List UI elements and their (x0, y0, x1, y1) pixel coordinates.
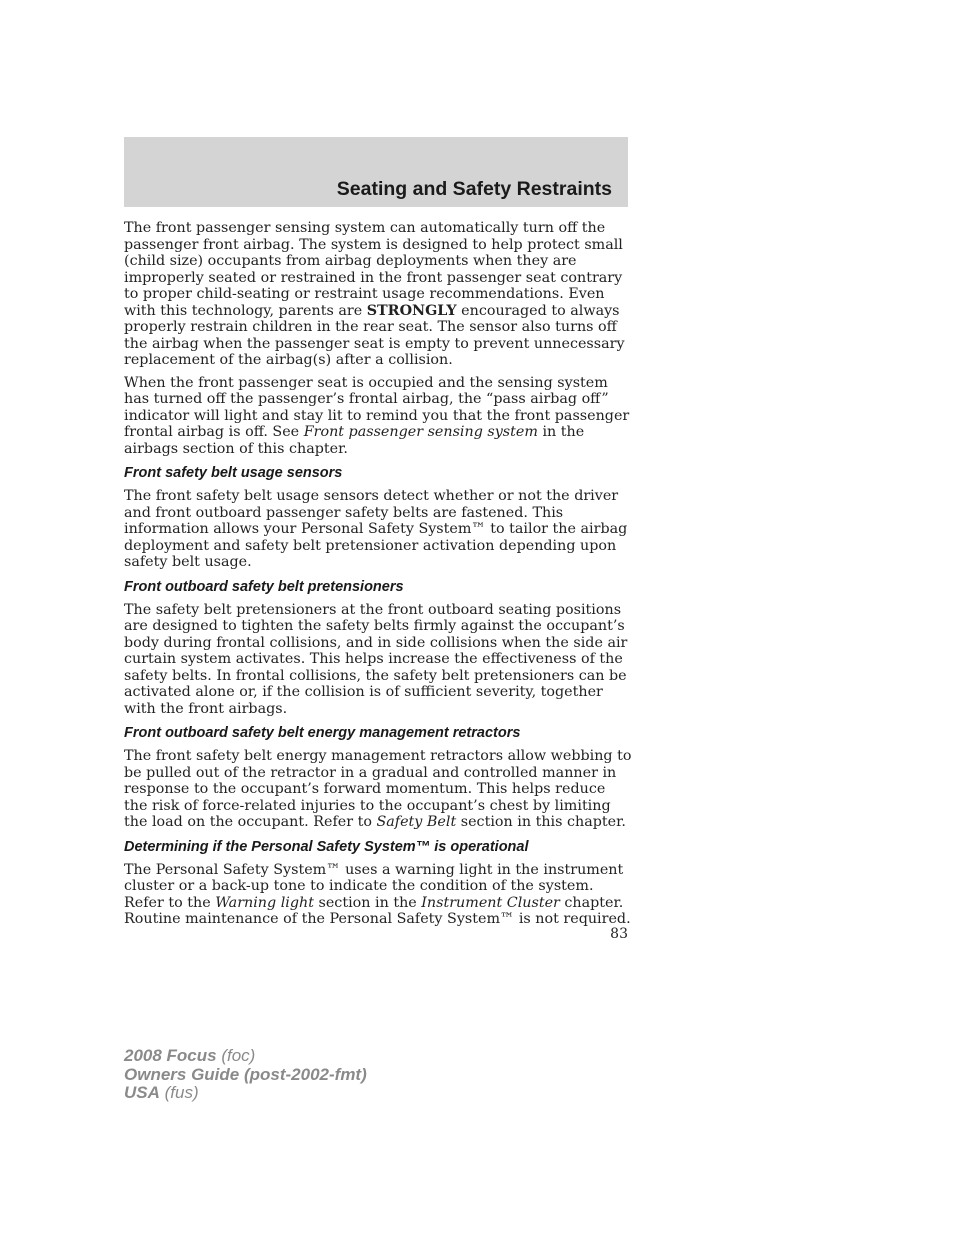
cross-reference: Instrument Cluster (421, 894, 560, 911)
subheading-operational: Determining if the Personal Safety System™ is operational (124, 838, 529, 855)
subheading-retractors: Front outboard safety belt energy management retractors (124, 725, 521, 741)
page-content (124, 220, 632, 934)
cross-reference: Warning light (215, 894, 314, 911)
footer-model-line: 2008 Focus (foc) (124, 1046, 256, 1065)
paragraph-usage-sensors: The front safety belt usage sensors detect whether or not the driver and front outboard passenger safety belts are fastened. This information allows your Personal Safety System™ to tailor the airbag deployment and safety belt pretensioner activation depending upon safety belt usage. (124, 488, 628, 570)
paragraph-pass-airbag-off: When the front passenger seat is occupied and the sensing system has turned off the passenger’s frontal airbag, the “pass airbag off” indicator will light and stay lit to remind you that the front passenger frontal airbag is off. See Front passenger sensing system in the airbags section of this chapter. (124, 374, 630, 457)
subheading-usage-sensors: Front safety belt usage sensors (124, 465, 343, 481)
section-title: Seating and Safety Restraints (336, 178, 612, 200)
subheading-pretensioners: Front outboard safety belt pretensioners (124, 578, 404, 595)
emphasis-strongly: STRONGLY (366, 302, 457, 319)
footer-guide-line: Owners Guide (post-2002-fmt) (124, 1064, 367, 1084)
cross-reference: Front passenger sensing system (303, 424, 538, 440)
paragraph-pretensioners: The safety belt pretensioners at the front outboard seating positions are designed to tighten the safety belts firmly against the occupant’s body during frontal collisions, and in side collisions when the side air curtain system activates. This helps increase the effectiveness of the safety belts. In frontal collisions, the safety belt pretensioners can be activated alone or, if the collision is of sufficient severity, together with the front airbags. (124, 601, 628, 717)
page-number: 83 (610, 926, 628, 942)
section-header (124, 137, 628, 207)
paragraph-passenger-sensing: The front passenger sensing system can automatically turn off the passenger front airbag. The system is designed to help protect small (child size) occupants from airbag deployments when they are improperly seated or restrained in the front passenger seat contrary to proper child-seating or restraint usage recommendations. Even with this technology, parents are STRONGLY encouraged to always properly restrain children in the rear seat. The sensor also turns off the airbag when the passenger seat is empty to prevent unnecessary replacement of the airbag(s) after a collision. (124, 220, 625, 368)
footer-market-line: USA (fus) (124, 1083, 199, 1102)
paragraph-operational: The Personal Safety System™ uses a warning light in the instrument cluster or a back-up tone to indicate the condition of the system. Refer to the Warning light section in the Instrument Cluster chapter. Routine maintenance of the Personal Safety System™ is not required. (124, 861, 631, 927)
paragraph-retractors: The front safety belt energy management retractors allow webbing to be pulled out of the retractor in a gradual and controlled manner in response to the occupant’s forward momentum. This helps reduce the risk of force-related injuries to the occupant’s chest by limiting the load on the occupant. Refer to Safety Belt section in this chapter. (124, 748, 632, 830)
cross-reference: Safety Belt (376, 814, 457, 830)
document-footer (124, 1047, 367, 1103)
